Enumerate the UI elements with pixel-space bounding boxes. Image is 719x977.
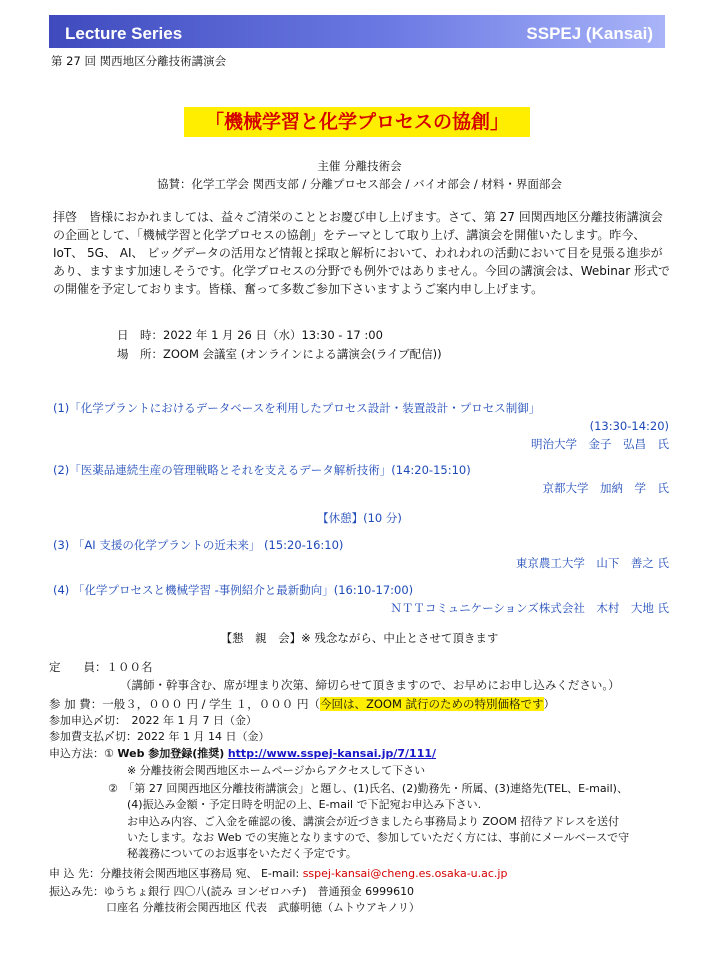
lecture-3-speaker: 東京農工大学 山下 善之 氏 [515,556,669,570]
contact-label: 申 込 先：分離技術会関西地区事務局 宛、 E-mail: [49,867,303,880]
series-label: Lecture Series [65,24,183,43]
apply-method-2-line2: (4)振込み金額・予定日時を明記の上、E-mail で下記宛お申込み下さい. [127,798,482,811]
apply-method-2-line4: いたします。なお Web での実施となりますので、参加していただく方には、事前にメールベースで守 [127,831,630,844]
intro-paragraph: 拝啓 皆様におかれましては、益々ご清栄のこととお慶び申し上げます。さて、第 27 回関西地区分離技術講演会の企画として、「機械学習と化学プロセスの協創」をテーマとして取り上げ、講演会を開催いたします。昨今、IoT、 5G、 AI、 ビッグデータの活用など情報と採取と解析において、われわれの活動において目を見張る進歩があり、ますます加速しそうです。化学プロセスの分野でも例外ではありません。今回の講演会は、Webinar 形式での開催を予定しております。皆様、奮って多数ご参加下さいますようご案内申し上げます。 [53,210,670,296]
capacity: 定 員：１００名 [49,660,153,674]
lecture-1-speaker: 明治大学 金子 弘昌 氏 [531,437,669,451]
apply-method-2-line3: お申込み内容、ご入金を確認の後、講演会が近づきましたら事務局より ZOOM 招待アドレスを送付 [127,815,620,828]
fee [49,696,555,713]
lecture-4-title: (4) 「化学プロセスと機械学習 -事例紹介と最新動向」(16:10-17:00) [53,583,414,597]
datetime: 日 時：2022 年 1 月 26 日（水）13:30 - 17 :00 [117,328,383,342]
page-title: 「機械学習と化学プロセスの協創」 [184,107,530,137]
apply-deadline: 参加申込〆切： 2022 年 1 月 7 日（金） [49,714,257,727]
sponsors: 協賛：化学工学会 関西支部 / 分離プロセス部会 / バイオ部会 / 材料・界面部会 [157,177,562,191]
lecture-3-title: (3) 「AI 支援の化学プラントの近未来」 (15:20-16:10) [53,538,344,552]
register-link[interactable]: http://www.sspej-kansai.jp/7/111/ [227,747,437,760]
lecture-2-speaker: 京都大学 加納 学 氏 [542,481,669,495]
capacity-note: （講師・幹事含む、席が埋まり次第、締切らせて頂きますので、お早めにお申し込みください。） [120,678,620,692]
apply-method-2-line5: 秘義務についてのお返事をいただく予定です。 [127,847,357,860]
fee-highlight: 今回は、ZOOM 試行のための特別価格です [319,697,544,711]
lecture-2-title: (2)「医薬品連続生産の管理戦略とそれを支えるデータ解析技術」(14:20-15:10) [53,463,471,477]
party-notice: 【懇 親 会】※ 残念ながら、中止とさせて頂きます [220,631,499,645]
apply-method-2: ② 「第 27 回関西地区分離技術講演会」と題し、(1)氏名、(2)勤務先・所属、(3)連絡先(TEL、E-mail)、 [108,782,628,795]
web-register-label: Web 参加登録(推奨) [117,747,225,760]
lecture-1-time: (13:30-14:20) [589,419,669,433]
apply-label: 申込方法：① [49,747,114,760]
apply-web-note: ※ 分離技術会関西地区ホームページからアクセスして下さい [127,764,426,777]
lecture-1-title: (1)「化学プラントにおけるデータベースを利用したプロセス設計・装置設計・プロセス制御」 [53,401,541,415]
session-number: 第 27 回 関西地区分離技術講演会 [51,54,227,68]
bank-info: 振込み先：ゆうちょ銀行 四〇八(読み ヨンゼロハチ) 普通預金 6999610 [49,885,415,898]
contact [49,866,507,883]
organizer: 主催 分離技術会 [317,159,402,173]
contact-email-link[interactable]: sspej-kansai@cheng.es.osaka-u.ac.jp [302,867,508,880]
bank-account-name: 口座名 分離技術会関西地区 代表 武藤明徳（ムトウアキノリ） [106,901,420,914]
payment-deadline: 参加費支払〆切：2022 年 1 月 14 日（金） [49,730,270,743]
fee-close: ） [543,697,556,711]
society-label: SSPEJ (Kansai) [526,24,653,43]
fee-text: 参 加 費：一般３，０００ 円 / 学生 １，０００ 円（ [49,697,320,711]
lecture-4-speaker: ＮＴＴコミュニケーションズ株式会社 木村 大地 氏 [390,601,669,615]
break-label: 【休憩】(10 分) [317,511,402,525]
apply-method-1 [49,746,436,763]
venue: 場 所：ZOOM 会議室 (オンラインによる講演会(ライブ配信)) [117,347,442,361]
header-banner [49,15,665,48]
